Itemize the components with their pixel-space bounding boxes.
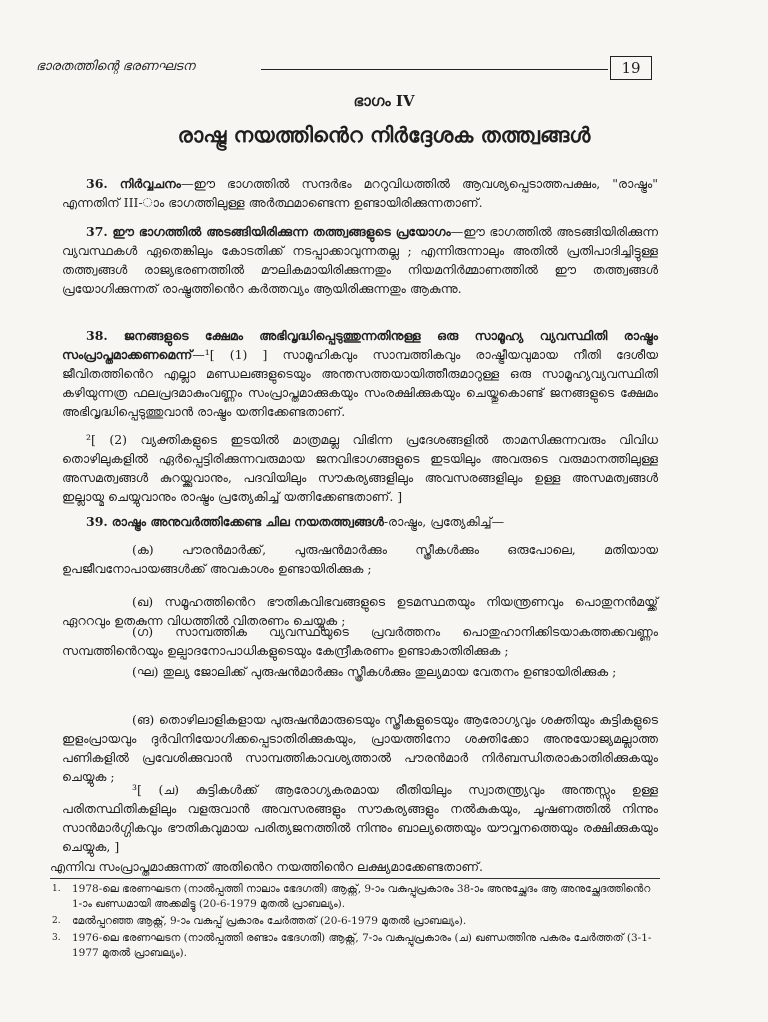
article-number: 36.: [86, 176, 108, 191]
footnote-number: 3.: [52, 933, 61, 943]
footnote-number: 2.: [52, 916, 61, 926]
clause-text: (ങ) തൊഴിലാളികളായ പുരുഷൻമാരുടെയും സ്ത്രീകളുടെയും ആരോഗ്യവും ശക്തിയും കുട്ടികളുടെ ഇളംപ്രായവും ദുർവിനിയോഗിക്കപ്പെടാതിരിക്കുകയും, പ്രായത്തിനോ ശക്തിക്കോ അനുയോജ്യമല്ലാത്ത പണികളിൽ പ്രവേശിക്കുവാൻ സാമ്പത്തികാവശ്യത്താൽ പൗരൻമാർ നിർബന്ധിതരാകാതിരിക്കുകയും ചെയ്യുക ;: [62, 712, 658, 784]
article-36: [62, 174, 658, 212]
chapter-title: രാഷ്ട്ര നയത്തിൻെറ നിർദ്ദേശക തത്ത്വങ്ങൾ: [177, 122, 591, 147]
clause-nga: [62, 710, 658, 786]
footnote-text: മേൽപ്പറഞ്ഞ ആക്റ്റ്, 9-ാം വകുപ്പ് പ്രകാരം ചേർത്തത് (20-6-1979 മുതൽ പ്രാബല്യം).: [72, 915, 467, 927]
clause-gha: [62, 662, 658, 681]
page-number: 19: [610, 56, 652, 80]
footnote-number: 1.: [52, 884, 61, 894]
article-38-clause-2: [62, 430, 658, 506]
article-text: സാമൂഹികവും സാമ്പത്തികവും രാഷ്ട്രീയവുമായ നീതി ദേശീയ ജീവിതത്തിൻെറ എല്ലാ മണ്ഡലങ്ങളുടെയും അന്തസത്തയായിത്തീരുമാറുള്ള ഒരു സാമൂഹ്യവ്യവസ്ഥിതി കഴിയുന്നത്ര ഫലപ്രദമാകുംവണ്ണം സംപ്രാപ്തമാക്കുകയും സംരക്ഷിക്കുകയും ചെയ്തുകൊണ്ട് ജനങ്ങളുടെ ക്ഷേമം അഭിവൃദ്ധിപ്പെടുത്തുവാൻ രാഷ്ട്രം യത്നിക്കേണ്ടതാണ്.: [62, 347, 659, 419]
footnote: [52, 882, 658, 912]
article-heading: ഈ ഭാഗത്തിൽ അടങ്ങിയിരിക്കുന്ന തത്ത്വങ്ങളുടെ പ്രയോഗം: [112, 224, 451, 239]
part-heading: ഭാഗം IV: [353, 92, 415, 110]
clause-ga: [62, 622, 658, 660]
header-rule: [261, 69, 608, 70]
header-title: ഭാരതത്തിന്റെ ഭരണഘടന: [36, 59, 195, 74]
running-header: [36, 56, 652, 80]
article-heading: ജനങ്ങളുടെ ക്ഷേമം അഭിവൃദ്ധിപ്പെടുത്തുന്നതിനുള്ള ഒരു സാമൂഹ്യ വ്യവസ്ഥിതി രാഷ്ട്രം സംപ്രാപ്തമാക്കണമെന്ന്: [62, 328, 658, 362]
clause-text: (ഖ) സമൂഹത്തിൻെറ ഭൗതികവിഭവങ്ങളുടെ ഉടമസ്ഥതയും നിയന്ത്രണവും പൊതുനൻമയ്ക്ക് ഏററവും ഉതകുന്ന വിധത്തിൽ വിതരണം ചെയ്യുക ;: [62, 594, 658, 628]
clause-ka: [62, 540, 658, 578]
footnote: [52, 914, 658, 929]
article-38: [62, 326, 658, 421]
footnote-text: 1976-ലെ ഭരണഘടന (നാൽപ്പത്തി രണ്ടാം ഭേദഗതി) ആക്റ്റ്, 7-ാം വകുപ്പുപ്രകാരം (ച) ഖണ്ഡത്തിനു പകരം ചേർത്തത് (3-1-1977 മുതൽ പ്രാബല്യം).: [72, 932, 652, 959]
clause-text: (ക) പൗരൻമാർക്ക്, പുരുഷൻമാർക്കും സ്ത്രീകൾക്കും ഒരുപോലെ, മതിയായ ഉപജീവനോപായങ്ങൾക്ക് അവകാശം ഉണ്ടായിരിക്കുക ;: [62, 542, 658, 576]
article-heading: നിർവ്വചനം: [119, 176, 181, 191]
clause-text: (ഘ) തുല്യ ജോലിക്ക് പുരുഷൻമാർക്കും സ്ത്രീകൾക്കും തുല്യമായ വേതനം ഉണ്ടായിരിക്കുക ;: [132, 664, 617, 679]
clause-cha: [62, 780, 658, 856]
article-text: —ഈ ഭാഗത്തിൽ അടങ്ങിയിരിക്കുന്ന വ്യവസ്ഥകൾ ഏതെങ്കിലും കോടതിക്ക് നടപ്പാക്കാവുന്നതല്ല ; എന്നിരുന്നാലും അതിൽ പ്രതിപാദിച്ചിട്ടുള്ള തത്ത്വങ്ങൾ രാജ്യഭരണത്തിൽ മൗലികമായിരിക്കുന്നതും നിയമനിർമ്മാണത്തിൽ ഈ തത്ത്വങ്ങൾ പ്രയോഗിക്കുന്നത് രാഷ്ട്രത്തിൻെറ കർത്തവ്യം ആയിരിക്കുന്നതും ആകുന്നു.: [62, 224, 658, 296]
article-number: 37.: [86, 224, 108, 239]
clause-marker: —¹[ (1) ]: [192, 347, 268, 362]
article-number: 39.: [86, 514, 108, 529]
footnote-rule: [50, 878, 660, 879]
article-number: 38.: [86, 328, 108, 343]
article-39-closing: എന്നിവ സംപ്രാപ്തമാക്കുന്നത് അതിൻെറ നയത്തിൻെറ ലക്ഷ്യമാക്കേണ്ടതാണ്.: [50, 859, 484, 874]
article-39: [62, 512, 658, 531]
article-text: —ഈ ഭാഗത്തിൽ സന്ദർഭം മററുവിധത്തിൽ ആവശ്യപ്പെടാത്തപക്ഷം, "രാഷ്ട്രം" എന്നതിന് III-ാം ഭാഗത്തിലുള്ള അർത്ഥമാണ്ടെന്ന ഉണ്ടായിരിക്കുന്നതാണ്.: [62, 176, 658, 210]
clause-text: ³[ (ച) കുട്ടികൾക്ക് ആരോഗ്യകരമായ രീതിയിലും സ്വാതന്ത്ര്യവും അന്തസ്സും ഉള്ള പരിതസ്ഥിതികളിലും വളരുവാൻ അവസരങ്ങളും സൗകര്യങ്ങളും നൽകുകയും, ചൂഷണത്തിൽ നിന്നും സാൻമാർഗ്ഗികവും ഭൗതികവുമായ പരിത്യജനത്തിൽ നിന്നും ബാല്യത്തെയും യൗവ്വനത്തെയും രക്ഷിക്കുകയും ചെയ്യുക, ]: [62, 782, 658, 854]
footnotes: [52, 882, 658, 963]
clause-text: ²[ (2) വ്യക്തികളുടെ ഇടയിൽ മാത്രമല്ല വിഭിന്ന പ്രദേശങ്ങളിൽ താമസിക്കുന്നവരും വിവിധ തൊഴിലുകളിൽ ഏർപ്പെട്ടിരിക്കുന്നവരുമായ ജനവിഭാഗങ്ങളുടെ ഇടയിലും അവരുടെ വരുമാനത്തിലുള്ള അസമത്വങ്ങൾ കുറയ്ക്കുവാനും, പദവിയിലും സൗകര്യങ്ങളിലും അവസരങ്ങളിലും ഉള്ള അസമത്വങ്ങൾ ഇല്ലായ്മ ചെയ്യുവാനും രാഷ്ട്രം പ്രത്യേകിച്ച് യത്നിക്കേണ്ടതാണ്. ]: [62, 432, 658, 504]
footnote: [52, 931, 658, 961]
article-37: [62, 222, 658, 298]
article-intro: -രാഷ്ട്രം, പ്രത്യേകിച്ച്—: [383, 514, 505, 529]
footnote-text: 1978-ലെ ഭരണഘടന (നാൽപ്പത്തി നാലാം ഭേദഗതി) ആക്റ്റ്, 9-ാം വകുപ്പുപ്രകാരം 38-ാം അനുച്ഛേദം ആ അനുച്ഛേദത്തിൻെറ 1-ാം ഖണ്ഡമായി അക്കമിട്ടു (20-6-1979 മുതൽ പ്രാബല്യം).: [72, 883, 651, 910]
clause-text: (ഗ) സാമ്പത്തിക വ്യവസ്ഥയുടെ പ്രവർത്തനം പൊതുഹാനിക്കിടയാകത്തക്കവണ്ണം സമ്പത്തിൻെറയും ഉല്പാദനോപാധികളുടെയും കേന്ദ്രീകരണം ഉണ്ടാകാതിരിക്കുക ;: [62, 624, 658, 658]
article-heading: രാഷ്ട്രം അനുവർത്തിക്കേണ്ട ചില നയതത്ത്വങ്ങൾ: [111, 514, 384, 529]
